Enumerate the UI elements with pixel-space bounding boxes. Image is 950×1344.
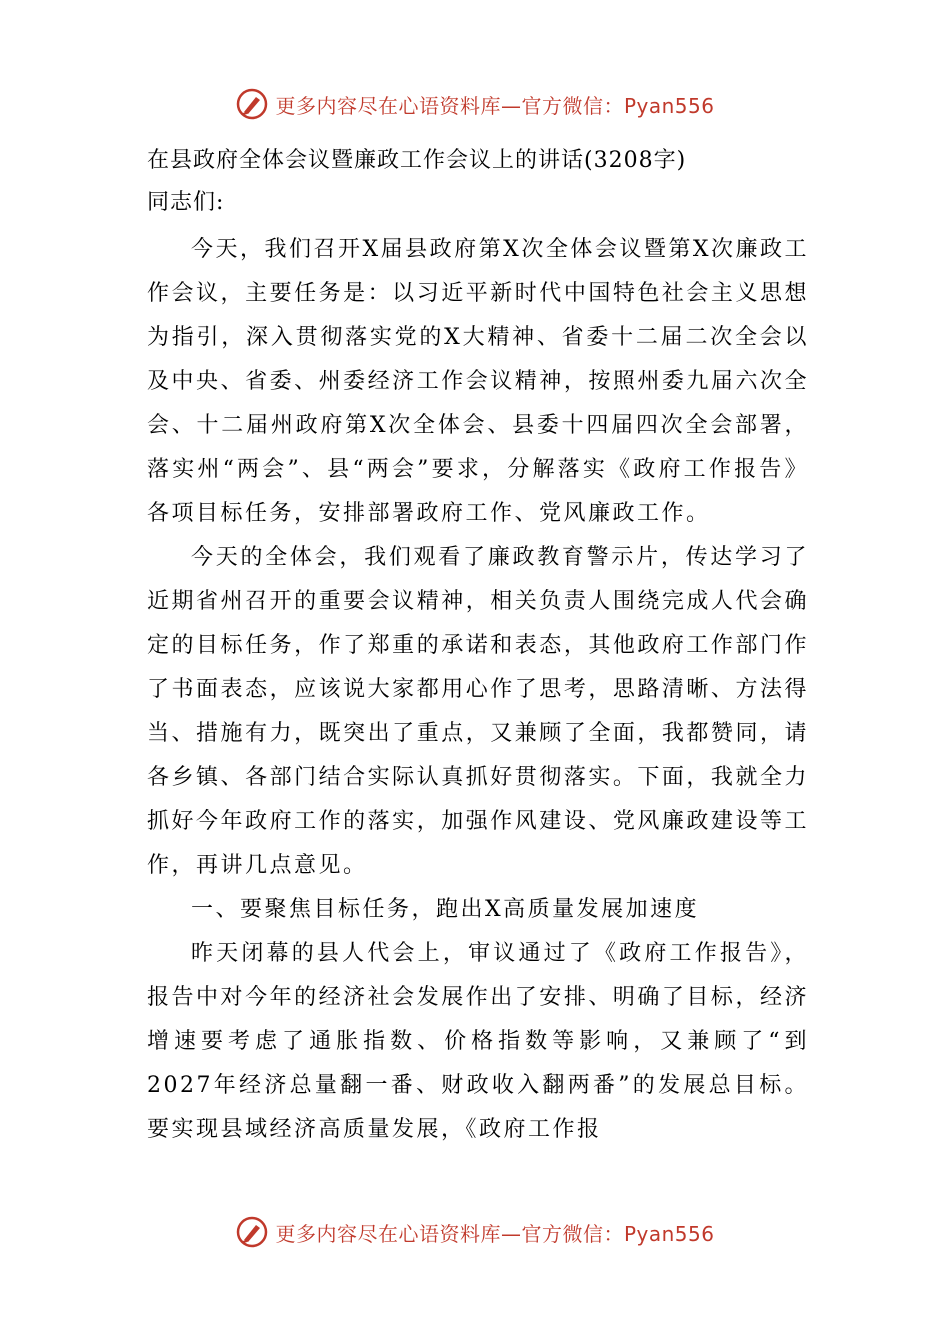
watermark-text: 更多内容尽在心语资料库—官方微信：Pyan556 [275, 1221, 715, 1246]
watermark-banner-top [0, 82, 950, 126]
watermark-text: 更多内容尽在心语资料库—官方微信：Pyan556 [275, 93, 715, 118]
watermark-banner-bottom [0, 1210, 950, 1254]
pen-nib-icon [235, 87, 269, 121]
greeting: 同志们: [147, 190, 225, 215]
document-body [147, 140, 809, 1152]
document-title: 在县政府全体会议暨廉政工作会议上的讲话(3208字) [147, 148, 687, 173]
pen-nib-icon [235, 1215, 269, 1249]
section-heading: 一、要聚焦目标任务，跑出X高质量发展加速度 [191, 897, 700, 922]
paragraph: 今天，我们召开X届县政府第X次全体会议暨第X次廉政工作会议，主要任务是：以习近平新时代中国特色社会主义思想为指引，深入贯彻落实党的X大精神、省委十二届二次全会以及中央、省委、州委经济工作会议精神，按照州委九届六次全会、十二届州政府第X次全体会、县委十四届四次全会部署，落实州“两会”、县“两会”要求，分解落实《政府工作报告》各项目标任务，安排部署政府工作、党风廉政工作。 [147, 237, 809, 526]
paragraph: 昨天闭幕的县人代会上，审议通过了《政府工作报告》，报告中对今年的经济社会发展作出了安排、明确了目标，经济增速要考虑了通胀指数、价格指数等影响，又兼顾了“到2027年经济总量翻一番、财政收入翻两番”的发展总目标。要实现县域经济高质量发展，《政府工作报 [147, 941, 809, 1142]
paragraph: 今天的全体会，我们观看了廉政教育警示片，传达学习了近期省州召开的重要会议精神，相关负责人围绕完成人代会确定的目标任务，作了郑重的承诺和表态，其他政府工作部门作了书面表态，应该说大家都用心作了思考，思路清晰、方法得当、措施有力，既突出了重点，又兼顾了全面，我都赞同，请各乡镇、各部门结合实际认真抓好贯彻落实。下面，我就全力抓好今年政府工作的落实，加强作风建设、党风廉政建设等工作，再讲几点意见。 [147, 545, 809, 878]
